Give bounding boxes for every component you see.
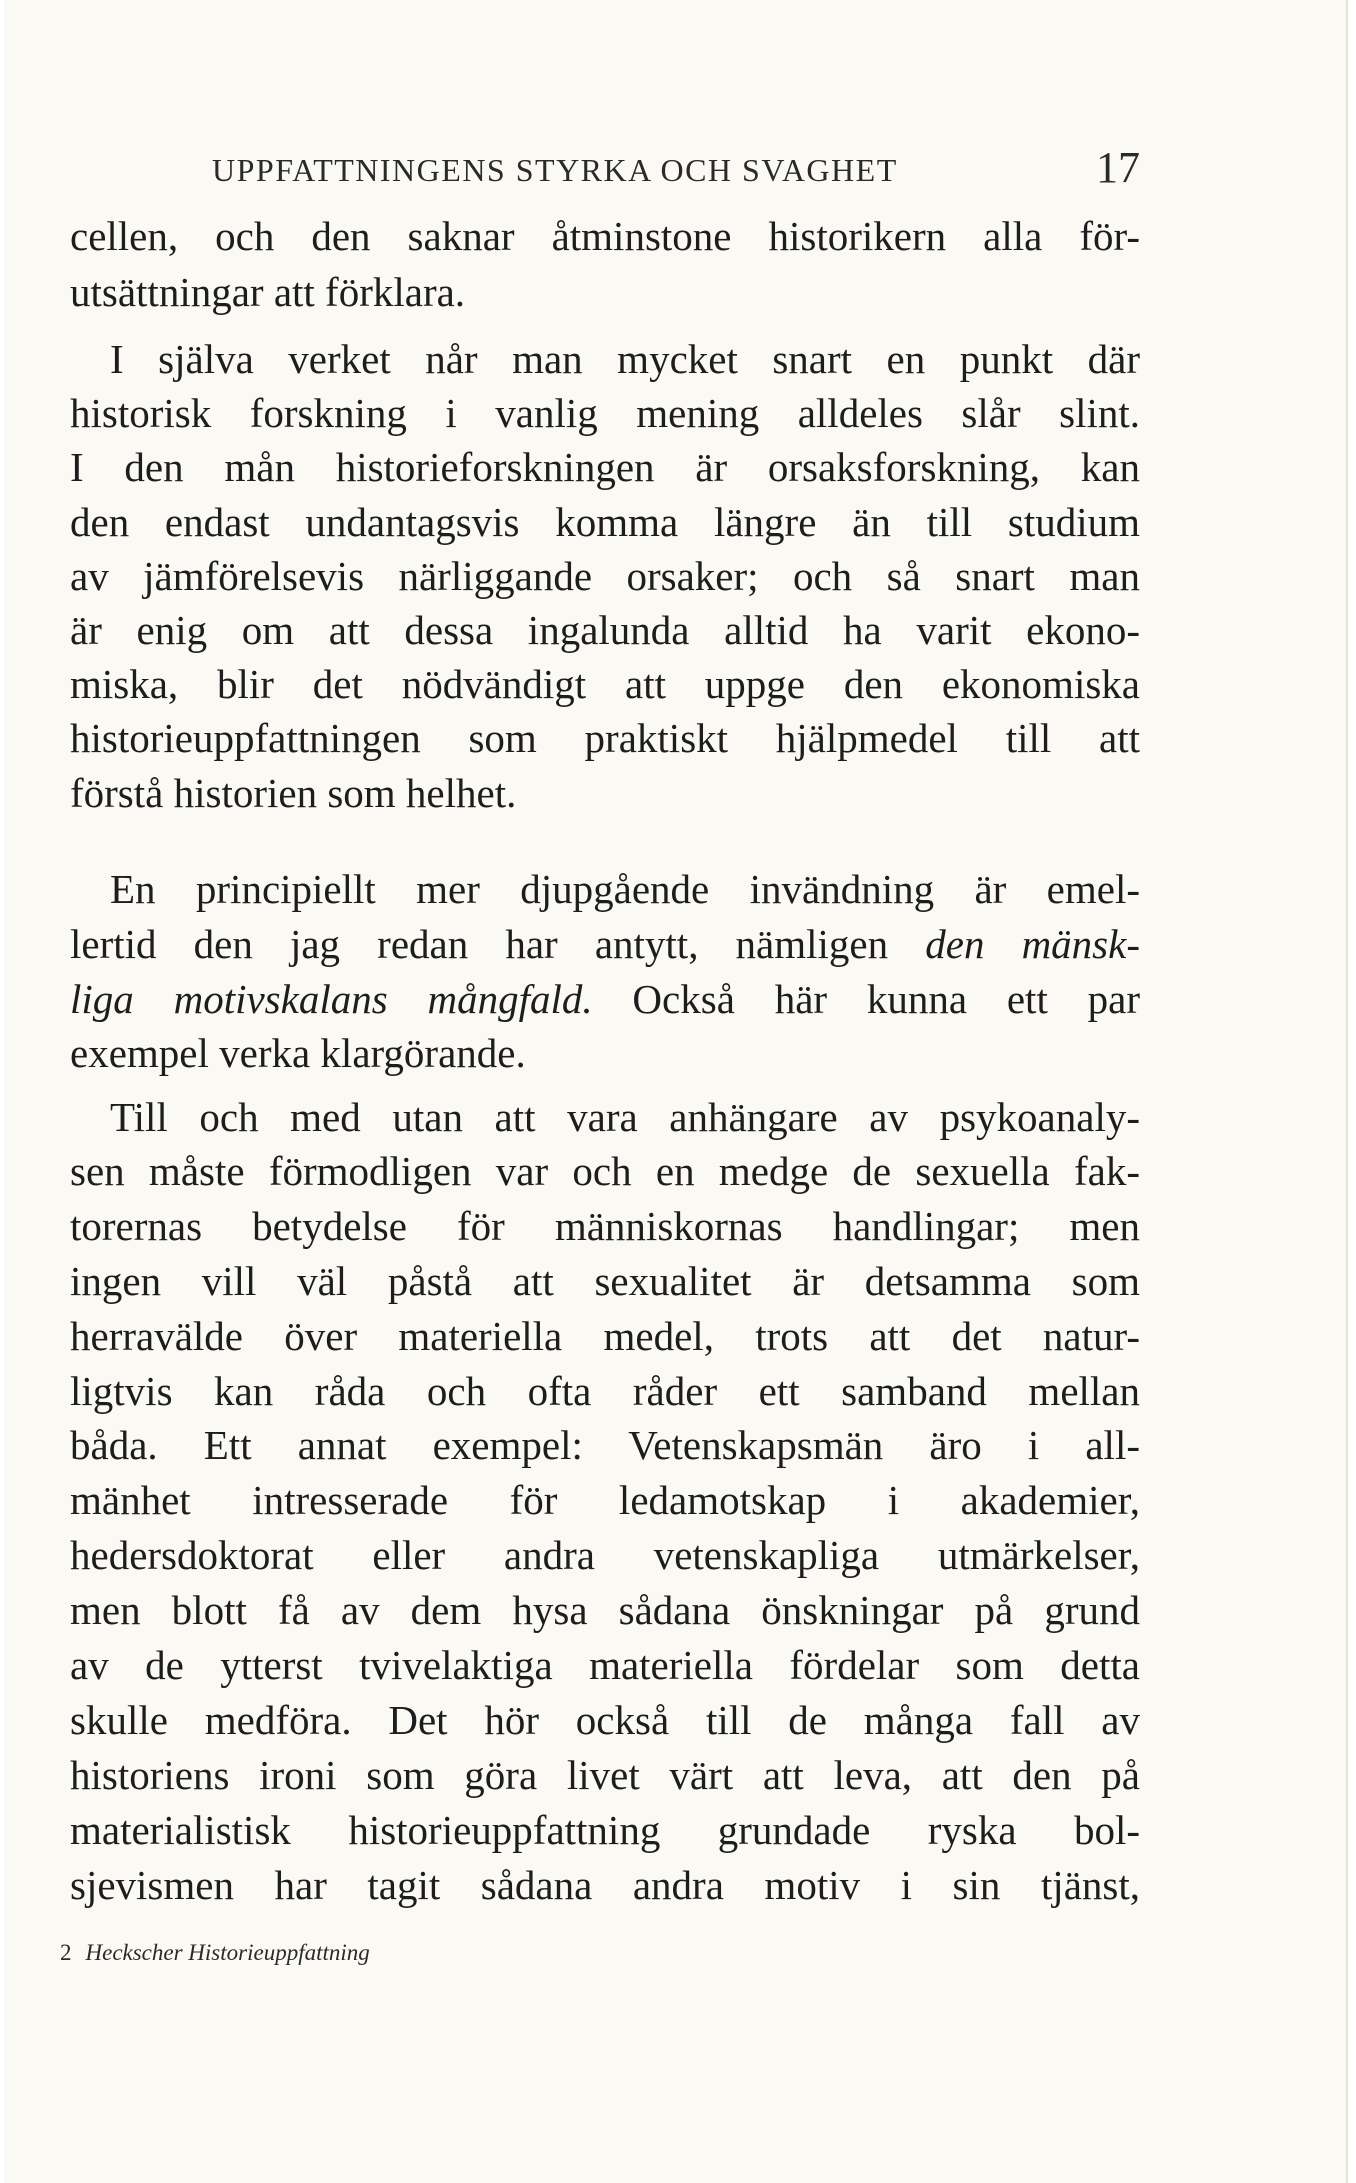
text-line: herravälde över materiella medel, trots att det natur- xyxy=(70,1313,1140,1359)
text-line: cellen, och den saknar åtminstone historikern alla för- xyxy=(70,213,1140,259)
text-line: I själva verket når man mycket snart en punkt där xyxy=(110,336,1140,382)
text-line: förstå historien som helhet. xyxy=(70,770,517,816)
text-line: materialistisk historieuppfattning grundade ryska bol- xyxy=(70,1807,1140,1853)
text-line: sjevismen har tagit sådana andra motiv i sin tjänst, xyxy=(70,1862,1140,1908)
page-number: 17 xyxy=(1096,143,1140,192)
text-line: men blott få av dem hysa sådana önskningar på grund xyxy=(70,1587,1140,1633)
text-line: historiens ironi som göra livet värt att leva, att den på xyxy=(70,1752,1140,1798)
text-line: sen måste förmodligen var och en medge de sexuella fak- xyxy=(70,1148,1140,1194)
text-run: lertid den jag redan har antytt, nämligen xyxy=(70,921,926,967)
text-line: historisk forskning i vanlig mening alldeles slår slint. xyxy=(70,390,1140,436)
italic-emphasis: liga motivskalans mångfald. xyxy=(70,976,593,1022)
text-line: av de ytterst tvivelaktiga materiella fördelar som detta xyxy=(70,1642,1140,1688)
text-line: historieuppfattningen som praktiskt hjälpmedel till att xyxy=(70,715,1140,761)
signature-text: Heckscher Historieuppfattning xyxy=(85,1940,370,1965)
text-line: är enig om att dessa ingalunda alltid ha varit ekono- xyxy=(70,607,1140,653)
text-line: den endast undantagsvis komma längre än till studium xyxy=(70,499,1140,545)
text-line: ligtvis kan råda och ofta råder ett samband mellan xyxy=(70,1368,1140,1414)
text-line: torernas betydelse för människornas handlingar; men xyxy=(70,1203,1140,1249)
text-line: En principiellt mer djupgående invändning är emel- xyxy=(110,866,1140,912)
italic-emphasis: den mänsk- xyxy=(925,921,1140,967)
text-line: utsättningar att förklara. xyxy=(70,269,466,315)
text-line: skulle medföra. Det hör också till de många fall av xyxy=(70,1697,1140,1743)
text-line xyxy=(70,971,1140,1027)
text-line: miska, blir det nödvändigt att uppge den ekonomiska xyxy=(70,661,1140,707)
signature-footer xyxy=(60,1940,370,1966)
book-page xyxy=(4,0,1348,2183)
text-line: I den mån historieforskningen är orsaksforskning, kan xyxy=(70,444,1140,490)
text-run: Också här kunna ett par xyxy=(592,976,1140,1022)
text-line: båda. Ett annat exempel: Vetenskapsmän äro i all- xyxy=(70,1422,1140,1468)
text-line: exempel verka klargörande. xyxy=(70,1030,526,1076)
text-line: hedersdoktorat eller andra vetenskapliga utmärkelser, xyxy=(70,1532,1140,1578)
text-line: av jämförelsevis närliggande orsaker; och så snart man xyxy=(70,553,1140,599)
text-line: Till och med utan att vara anhängare av psykoanaly- xyxy=(110,1094,1140,1140)
text-line: mänhet intresserade för ledamotskap i akademier, xyxy=(70,1477,1140,1523)
running-title: UPPFATTNINGENS STYRKA OCH SVAGHET xyxy=(212,152,898,188)
text-line: ingen vill väl påstå att sexualitet är detsamma som xyxy=(70,1258,1140,1304)
signature-mark: 2 xyxy=(60,1940,72,1965)
running-head xyxy=(70,143,1140,198)
text-line xyxy=(70,916,1140,972)
